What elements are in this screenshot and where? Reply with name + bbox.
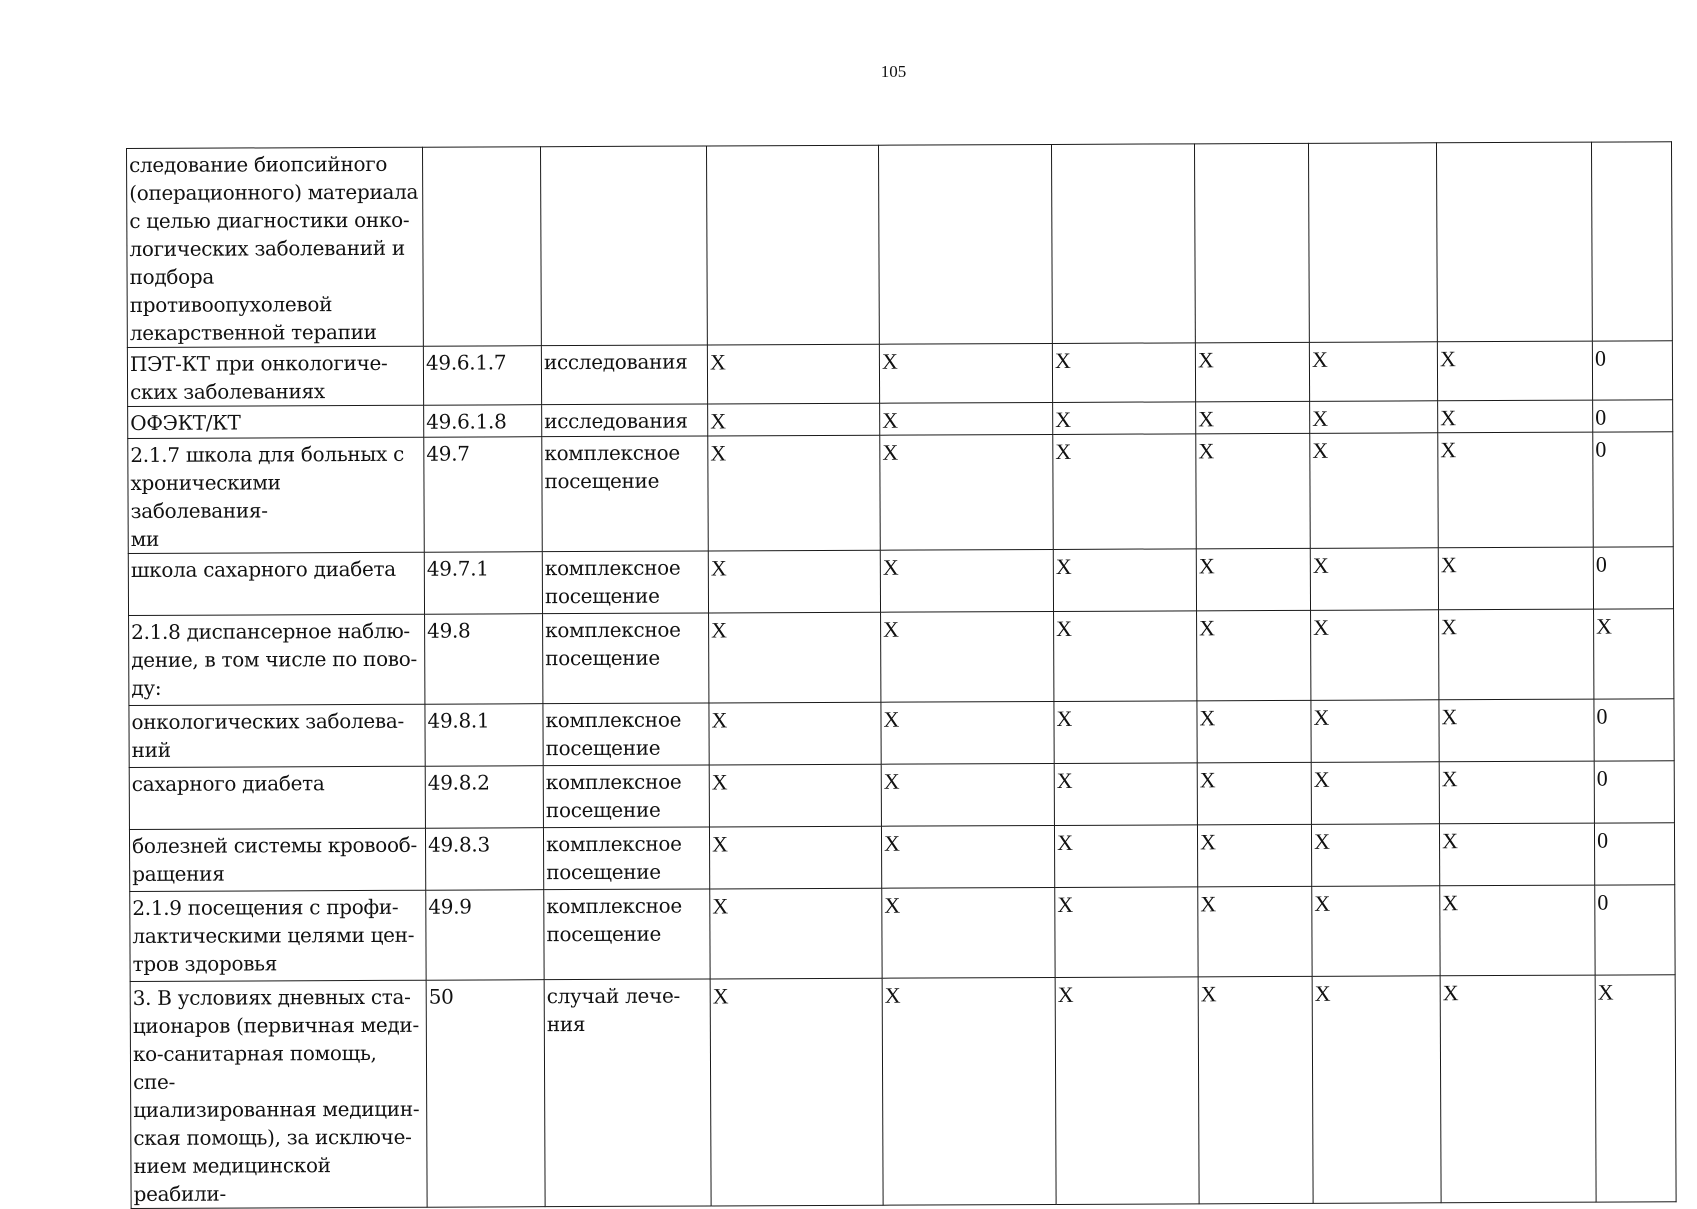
row-mark-5: X [1311,610,1439,701]
row-name: школа сахарного диабета [130,556,396,582]
row-name: ОФЭКТ/КТ [130,410,241,435]
row-mark-4: X [1197,824,1311,886]
row-code: 49.7.1 [424,552,542,615]
row-mark-6 [1436,142,1592,342]
table-row [129,699,1674,768]
row-unit [543,148,702,149]
row-unit: исследования [543,349,688,375]
row-mark-4: X [1198,886,1312,976]
row-mark-6: X [1439,609,1594,700]
table-row [129,609,1674,706]
row-name: 2.1.8 диспансерное наблю- дение, в том числе по пово- ду: [131,618,418,700]
row-name: болезней системы кровооб- ращения [131,832,417,886]
row-unit-cell [543,827,709,890]
row-unit: комплексное посещение [546,893,682,947]
row-mark-1: X [709,702,881,765]
row-mark-1: X [709,764,881,827]
row-mark-7: X [1594,609,1674,699]
row-mark-7: 0 [1593,432,1674,547]
row-mark-7: X [1595,975,1676,1202]
row-unit: комплексное посещение [545,617,681,671]
row-unit: исследования [544,408,688,434]
row-code: 49.8.1 [425,704,543,767]
row-mark-2: X [881,611,1054,702]
row-mark-3: X [1054,763,1197,826]
table-body [127,142,1677,1209]
table-row [127,341,1672,407]
row-mark-5: X [1309,342,1437,402]
row-code: 50 [426,980,545,1208]
row-mark-5: X [1311,700,1439,763]
row-mark-2: X [880,549,1053,612]
row-unit-cell [543,613,709,704]
row-name-cell [129,704,425,767]
row-mark-3 [1051,144,1195,344]
row-mark-6: X [1439,761,1594,824]
table-row [130,885,1675,982]
row-code: 49.6.1.8 [424,405,542,438]
row-name-cell [129,766,425,829]
row-name-cell [127,147,424,347]
row-mark-5: X [1312,976,1441,1204]
row-mark-4: X [1197,610,1311,700]
table-row [129,823,1674,892]
row-mark-2: X [881,763,1054,826]
row-mark-1: X [709,612,881,703]
row-mark-5: X [1310,401,1438,434]
row-mark-4: X [1197,762,1311,824]
row-unit-cell [543,703,709,766]
row-unit: комплексное посещение [545,769,682,823]
row-mark-1: X [707,344,879,404]
row-mark-7: 0 [1592,341,1672,400]
row-mark-1: X [710,978,883,1206]
row-mark-7: 0 [1594,761,1674,823]
row-code: 49.7 [424,437,543,553]
row-unit: комплексное посещение [544,555,681,609]
row-mark-5: X [1310,433,1439,549]
table-row [128,547,1673,616]
row-mark-1: X [709,826,881,889]
row-name: следование биопсийного (операционного) материала с целью диагностики онко- логических заболеваний и подбора противоопухолевой лекарственной терапии [129,151,419,345]
row-code: 49.9 [426,890,544,981]
row-mark-3: X [1054,825,1197,888]
row-mark-7: 0 [1594,823,1674,885]
row-mark-3: X [1055,887,1198,978]
row-mark-5: X [1310,548,1438,611]
data-table [126,141,1677,1209]
row-unit-cell [544,889,710,980]
row-unit: комплексное посещение [544,440,680,494]
row-mark-1 [706,145,879,345]
row-name-cell [128,405,424,438]
row-unit-cell [543,765,709,828]
row-mark-5 [1308,143,1437,343]
row-unit-cell [542,436,709,552]
row-mark-6: X [1440,885,1595,976]
row-mark-1: X [708,435,881,551]
row-mark-2: X [881,825,1054,888]
row-mark-2: X [880,434,1054,550]
row-unit-cell [541,345,707,405]
row-mark-5: X [1311,762,1439,825]
row-mark-4: X [1197,700,1311,762]
row-name-cell [128,437,424,553]
row-name: 2.1.9 посещения с профи- лактическими целями цен- тров здоровья [132,894,415,976]
row-mark-7 [1591,142,1672,341]
row-mark-1: X [708,550,880,613]
row-unit-cell [542,551,708,614]
row-name-cell [128,552,424,615]
row-mark-2 [878,144,1052,344]
row-mark-4: X [1195,342,1309,401]
row-mark-3: X [1053,549,1196,612]
row-mark-3: X [1054,611,1197,702]
row-mark-7: 0 [1594,699,1674,761]
row-mark-3: X [1053,402,1196,435]
row-mark-3: X [1052,343,1195,403]
row-code: 49.8 [425,614,543,705]
row-mark-2: X [881,701,1054,764]
row-mark-2: X [882,887,1055,978]
row-unit: комплексное посещение [545,707,682,761]
row-mark-2: X [880,402,1053,435]
page-number: 105 [880,62,907,81]
row-unit: случай лече- ния [546,983,681,1037]
row-mark-7: 0 [1595,885,1675,975]
row-mark-3: X [1053,434,1197,550]
row-mark-4: X [1196,548,1310,610]
table-row [127,142,1673,348]
row-mark-7: 0 [1593,400,1673,432]
row-mark-3: X [1054,701,1197,764]
table-row [129,761,1674,830]
row-mark-5: X [1311,824,1439,887]
row-unit-cell [542,404,708,437]
row-mark-7: 0 [1593,547,1673,609]
row-code: 49.8.2 [425,766,543,829]
row-unit-cell [544,979,711,1207]
row-name-cell [127,346,423,406]
table-row [130,975,1676,1209]
row-name: сахарного диабета [131,771,325,796]
row-code: 49.8.3 [425,828,543,891]
row-unit: комплексное посещение [545,831,682,885]
row-mark-6: X [1438,432,1594,548]
row-mark-2: X [879,343,1052,403]
row-code [422,147,541,347]
row-mark-5: X [1312,886,1440,977]
row-name-cell [129,828,425,891]
row-name: 2.1.7 школа для больных с хроническими заболевания- ми [130,441,405,551]
row-mark-6: X [1437,341,1592,401]
row-mark-1: X [710,888,882,979]
row-mark-6: X [1438,547,1593,610]
row-mark-2: X [882,977,1056,1205]
row-name-cell [129,614,425,705]
row-unit-cell [540,146,707,346]
row-name: ПЭТ-КТ при онкологиче- ских заболеваниях [129,350,388,404]
row-name: онкологических заболева- ний [131,708,404,762]
table-row [128,432,1673,554]
row-name-cell [130,980,427,1208]
row-mark-6: X [1440,975,1596,1203]
row-mark-4: X [1196,401,1310,433]
row-mark-4: X [1196,433,1311,548]
row-mark-6: X [1439,699,1594,762]
row-mark-1: X [708,403,880,436]
row-mark-3: X [1055,977,1199,1205]
row-mark-6: X [1438,400,1593,433]
row-code: 49.6.1.7 [423,346,541,406]
row-mark-4 [1194,143,1309,342]
row-name-cell [130,890,426,981]
row-name: 3. В условиях дневных ста- ционаров (первичная меди- ко-санитарная помощь, спе- циализированная медицин- ская помощь), за исключе- нием медицинской реабили- [132,984,420,1206]
row-mark-4: X [1198,976,1313,1203]
row-mark-6: X [1439,823,1594,886]
